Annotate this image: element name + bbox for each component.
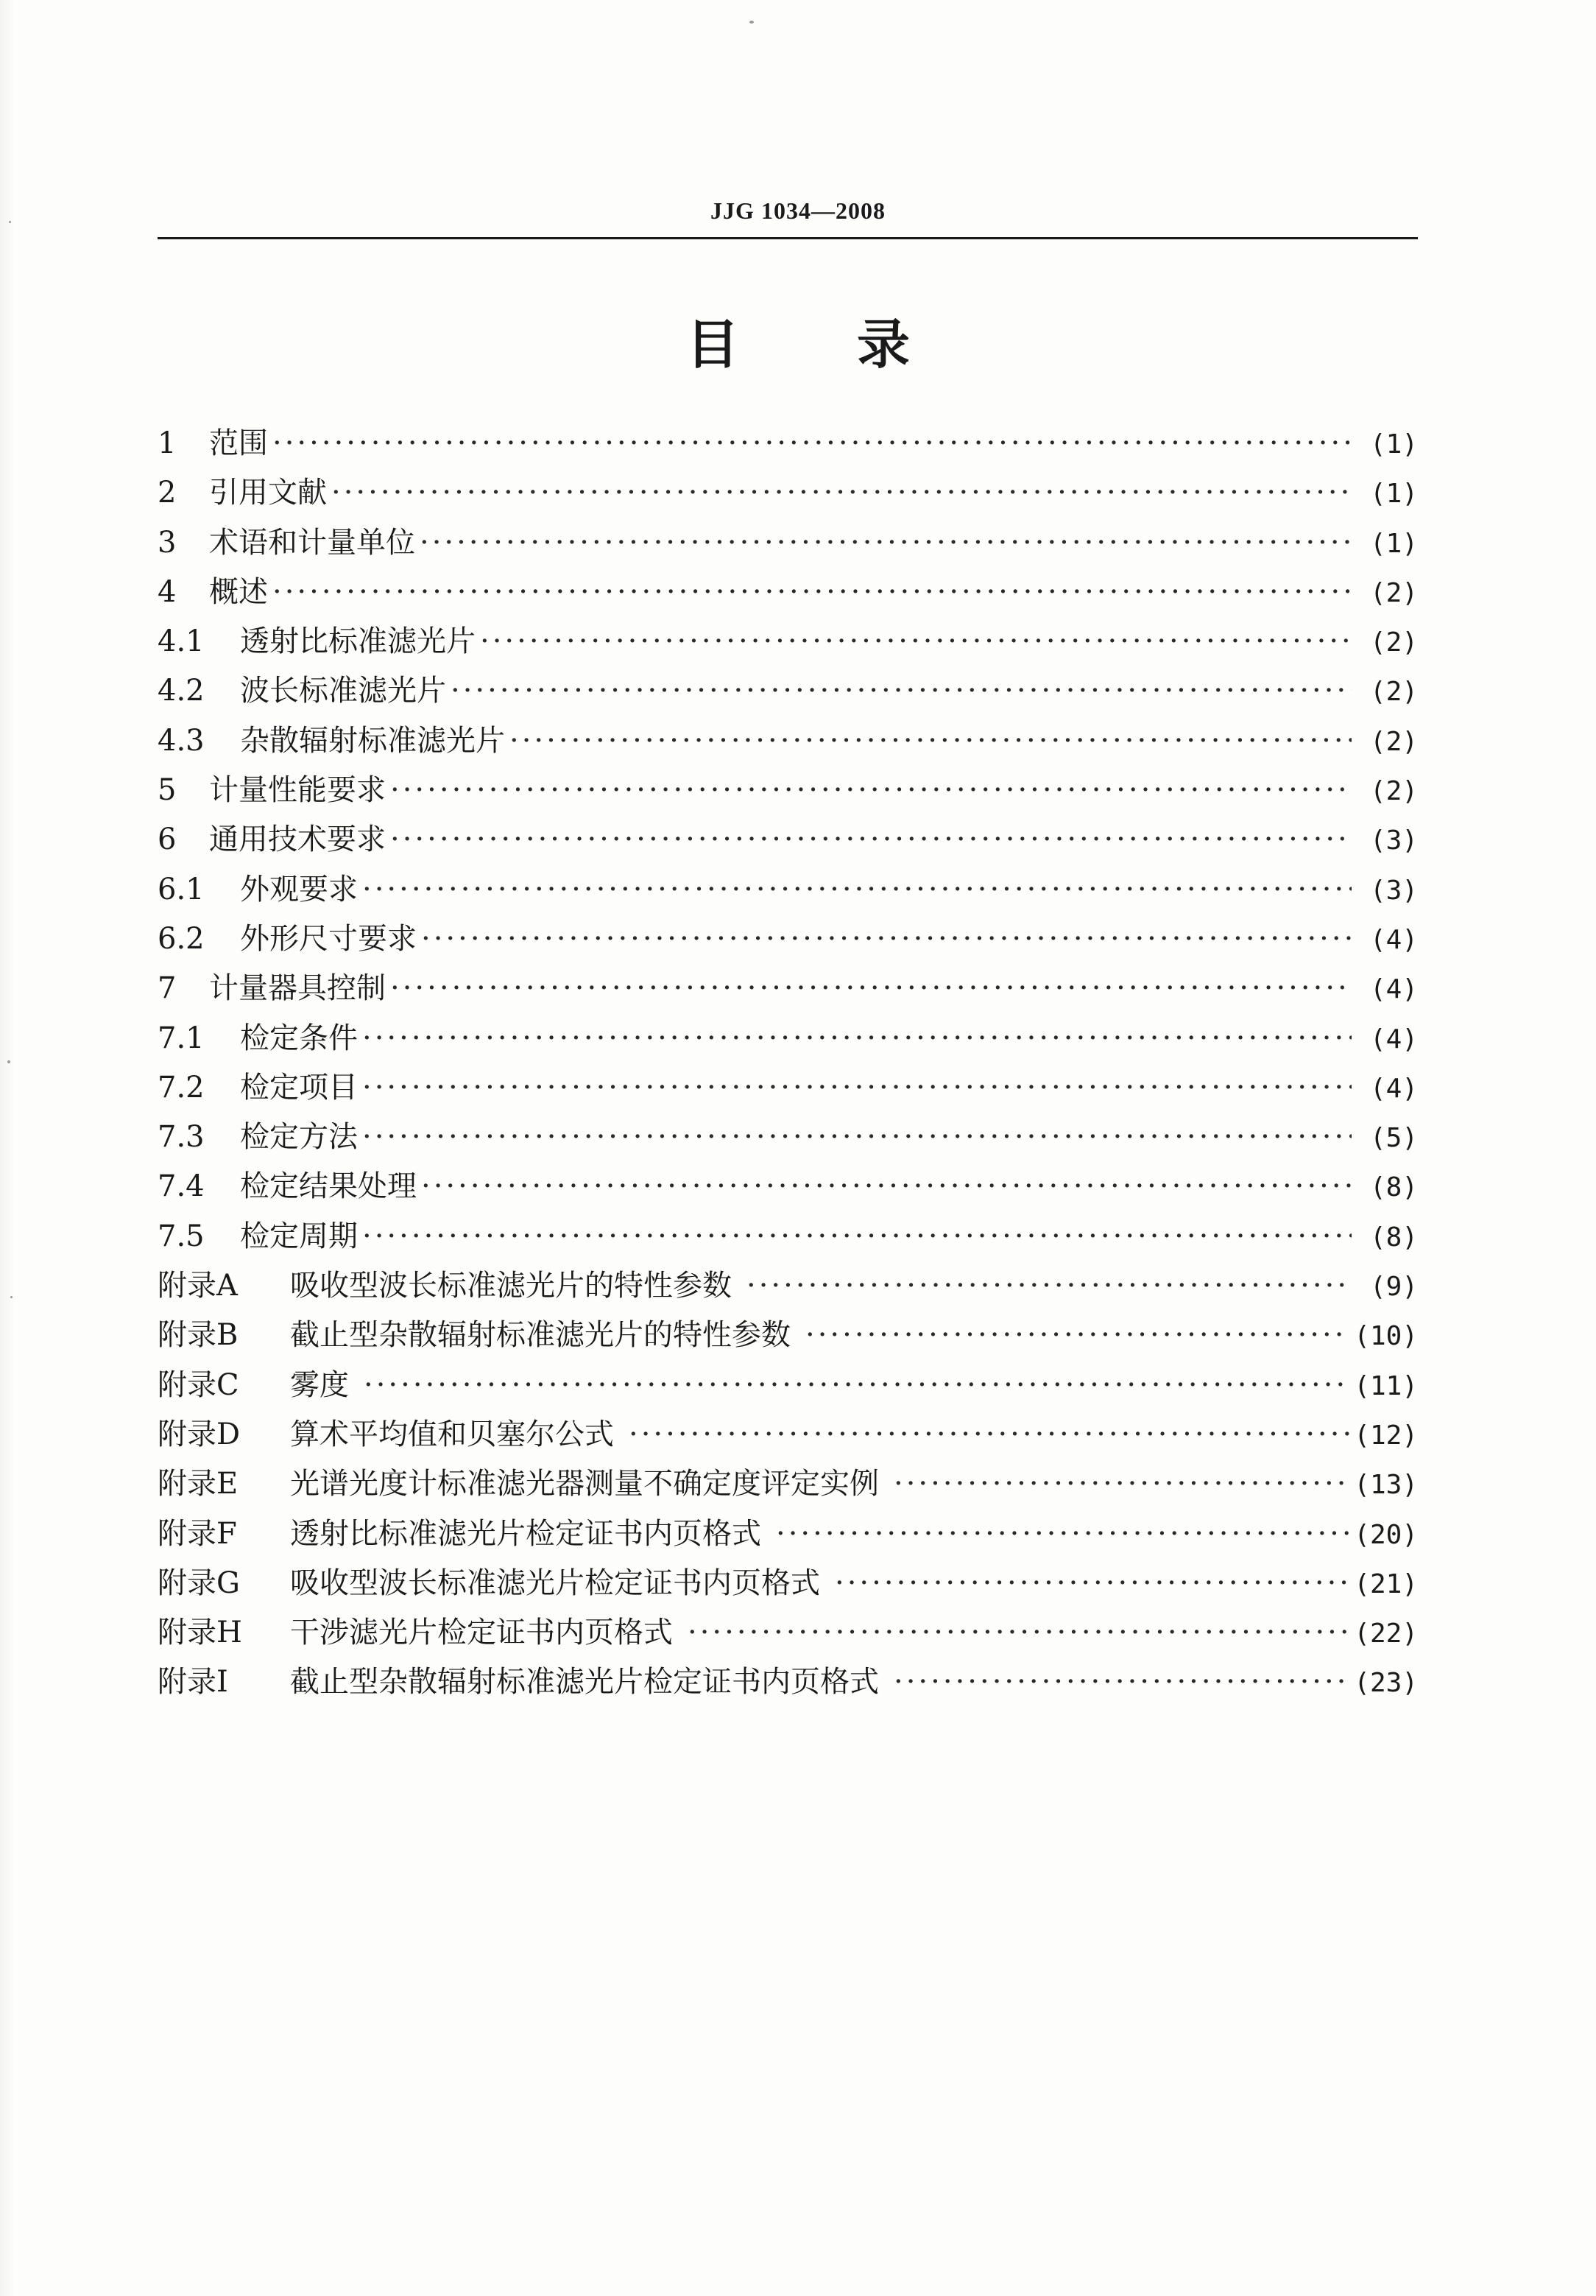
toc-entry-title: 检定项目 xyxy=(240,1070,358,1105)
toc-entry-page: (1) xyxy=(1369,479,1418,510)
toc-entry-title: 术语和计量单位 xyxy=(209,525,415,560)
toc-entry-number: 附录A xyxy=(158,1269,238,1303)
toc-leader-dots xyxy=(390,971,1352,1005)
toc-entry-page: (3) xyxy=(1369,875,1418,906)
toc-entry-title: 引用文献 xyxy=(209,476,327,510)
toc-entry-page: (8) xyxy=(1369,1222,1418,1253)
toc-entry[interactable] xyxy=(158,915,1418,965)
toc-entry-title: 截止型杂散辐射标准滤光片的特性参数 xyxy=(290,1318,791,1353)
toc-entry-title: 算术平均值和贝塞尔公式 xyxy=(290,1417,614,1451)
toc-leader-dots xyxy=(362,1021,1352,1055)
toc-entry[interactable] xyxy=(158,1510,1418,1560)
scan-speck xyxy=(749,21,754,24)
toc-leader-dots xyxy=(272,426,1352,460)
toc-entry-number: 附录G xyxy=(158,1566,240,1600)
toc-entry-number: 7.4 xyxy=(158,1169,205,1204)
toc-entry[interactable] xyxy=(158,1015,1418,1064)
scan-speck xyxy=(10,1296,13,1298)
toc-entry-page: (4) xyxy=(1369,1024,1418,1054)
toc-entry[interactable] xyxy=(158,1560,1418,1609)
toc-leader-dots xyxy=(835,1566,1349,1600)
toc-entry-page: (23) xyxy=(1354,1668,1418,1699)
toc-entry-number: 4.2 xyxy=(158,674,205,708)
toc-leader-dots xyxy=(894,1467,1349,1501)
toc-entry[interactable] xyxy=(158,816,1418,865)
toc-entry-number: 附录E xyxy=(158,1467,239,1501)
toc-entry-title: 范围 xyxy=(209,426,268,460)
toc-leader-dots xyxy=(688,1616,1349,1649)
toc-leader-dots xyxy=(362,1219,1352,1253)
toc-entry-page: (13) xyxy=(1354,1470,1418,1501)
toc-entry[interactable] xyxy=(158,717,1418,767)
toc-entry-page: (10) xyxy=(1354,1321,1418,1352)
toc-entry-title: 外形尺寸要求 xyxy=(240,921,417,956)
toc-entry-title: 外观要求 xyxy=(240,872,358,906)
toc-leader-dots xyxy=(362,1120,1352,1154)
toc-entry-page: (5) xyxy=(1369,1123,1418,1154)
toc-entry-title: 检定周期 xyxy=(240,1219,358,1253)
toc-leader-dots xyxy=(364,1368,1349,1402)
toc-entry-title: 截止型杂散辐射标准滤光片检定证书内页格式 xyxy=(290,1665,879,1700)
toc-entry[interactable] xyxy=(158,767,1418,816)
toc-entry[interactable] xyxy=(158,568,1418,618)
toc-entry-page: (2) xyxy=(1369,627,1418,658)
toc-entry[interactable] xyxy=(158,1411,1418,1460)
toc-entry[interactable] xyxy=(158,420,1418,469)
toc-entry-page: (2) xyxy=(1369,677,1418,708)
toc-entry[interactable] xyxy=(158,1262,1418,1311)
toc-entry-number: 7.2 xyxy=(158,1070,205,1105)
toc-entry-number: 附录I xyxy=(158,1665,228,1700)
toc-entry-title: 吸收型波长标准滤光片检定证书内页格式 xyxy=(290,1566,820,1600)
toc-entry-page: (12) xyxy=(1354,1420,1418,1451)
toc-entry[interactable] xyxy=(158,667,1418,716)
toc-entry-title: 检定条件 xyxy=(240,1021,358,1055)
toc-entry[interactable] xyxy=(158,1213,1418,1262)
toc-entry[interactable] xyxy=(158,1658,1418,1708)
toc-entry-page: (22) xyxy=(1354,1619,1418,1649)
toc-entry-title: 杂散辐射标准滤光片 xyxy=(240,723,505,758)
toc-entry-page: (1) xyxy=(1369,429,1418,459)
toc-entry-page: (4) xyxy=(1369,974,1418,1005)
toc-entry-number: 6.2 xyxy=(158,921,205,956)
toc-entry-page: (11) xyxy=(1354,1370,1418,1401)
toc-leader-dots xyxy=(746,1269,1352,1303)
toc-entry-page: (4) xyxy=(1369,924,1418,955)
toc-entry-number: 6.1 xyxy=(158,872,205,906)
toc-leader-dots xyxy=(480,624,1352,658)
document-code: JJG 1034—2008 xyxy=(710,197,886,224)
toc-entry-page: (8) xyxy=(1369,1172,1418,1203)
toc-entry-title: 干涉滤光片检定证书内页格式 xyxy=(290,1616,673,1650)
toc-entry-number: 4.3 xyxy=(158,723,205,758)
toc-entry-title: 计量性能要求 xyxy=(209,773,386,808)
toc-entry-number: 2 xyxy=(158,476,177,510)
toc-entry-title: 波长标准滤光片 xyxy=(240,674,446,708)
toc-leader-dots xyxy=(509,724,1352,758)
toc-entry-page: (2) xyxy=(1369,726,1418,757)
toc-entry-page: (2) xyxy=(1369,776,1418,807)
toc-entry-number: 4.1 xyxy=(158,624,205,659)
toc-entry-number: 附录C xyxy=(158,1367,239,1402)
toc-entry-number: 6 xyxy=(158,823,177,857)
toc-leader-dots xyxy=(272,575,1352,609)
toc-leader-dots xyxy=(362,1071,1352,1105)
toc-entry-title: 雾度 xyxy=(290,1367,349,1402)
toc-leader-dots xyxy=(629,1418,1349,1451)
toc-entry-title: 检定方法 xyxy=(240,1120,358,1155)
toc-entry-page: (2) xyxy=(1369,577,1418,608)
toc-entry-page: (4) xyxy=(1369,1073,1418,1104)
toc-leader-dots xyxy=(451,674,1352,708)
toc-entry-page: (9) xyxy=(1369,1272,1418,1303)
toc-entry-number: 7 xyxy=(158,971,177,1006)
toc-leader-dots xyxy=(390,773,1352,807)
toc-entry-page: (21) xyxy=(1354,1568,1418,1599)
toc-leader-dots xyxy=(362,873,1352,906)
toc-entry-title: 通用技术要求 xyxy=(209,823,386,857)
toc-entry[interactable] xyxy=(158,1311,1418,1361)
toc-entry-title: 概述 xyxy=(209,574,268,609)
toc-entry[interactable] xyxy=(158,469,1418,518)
toc-entry[interactable] xyxy=(158,1113,1418,1163)
toc-entry-number: 7.3 xyxy=(158,1120,205,1155)
toc-entry-title: 吸收型波长标准滤光片的特性参数 xyxy=(290,1269,732,1303)
toc-entry-title: 检定结果处理 xyxy=(240,1169,417,1204)
toc-entry-page: (3) xyxy=(1369,825,1418,856)
toc-entry[interactable] xyxy=(158,866,1418,915)
toc-entry-number: 7.1 xyxy=(158,1021,205,1055)
toc-leader-dots xyxy=(390,823,1352,856)
toc-entry-number: 4 xyxy=(158,574,177,609)
toc-entry[interactable] xyxy=(158,618,1418,667)
toc-entry-number: 附录D xyxy=(158,1417,241,1451)
toc-entry-title: 计量器具控制 xyxy=(209,971,386,1006)
toc-entry[interactable] xyxy=(158,1362,1418,1411)
toc-entry-page: (20) xyxy=(1354,1519,1418,1550)
toc-entry[interactable] xyxy=(158,1064,1418,1113)
toc-entry[interactable] xyxy=(158,519,1418,568)
toc-entry-number: 附录B xyxy=(158,1318,239,1353)
toc-entry-number: 附录H xyxy=(158,1616,242,1650)
toc-leader-dots xyxy=(420,526,1352,560)
toc-entry-number: 3 xyxy=(158,525,177,560)
toc-title: 目录 xyxy=(685,314,1028,376)
toc-entry-title: 光谱光度计标准滤光器测量不确定度评定实例 xyxy=(290,1467,879,1501)
scan-speck xyxy=(7,1060,10,1063)
toc-entry-number: 1 xyxy=(158,426,177,460)
toc-leader-dots xyxy=(331,476,1352,510)
toc-entry[interactable] xyxy=(158,1609,1418,1658)
toc-entry[interactable] xyxy=(158,1163,1418,1212)
header-rule xyxy=(158,237,1418,239)
toc-leader-dots xyxy=(805,1318,1349,1352)
toc-entry-number: 附录F xyxy=(158,1516,237,1551)
toc-entry-number: 5 xyxy=(158,773,177,808)
toc-leader-dots xyxy=(776,1517,1349,1551)
toc-leader-dots xyxy=(421,922,1352,956)
table-of-contents xyxy=(158,420,1418,1708)
toc-entry[interactable] xyxy=(158,965,1418,1014)
toc-entry-number: 7.5 xyxy=(158,1219,205,1253)
toc-leader-dots xyxy=(894,1665,1349,1699)
toc-entry-title: 透射比标准滤光片 xyxy=(240,624,476,659)
toc-entry-title: 透射比标准滤光片检定证书内页格式 xyxy=(290,1516,761,1551)
toc-entry[interactable] xyxy=(158,1460,1418,1510)
toc-entry-page: (1) xyxy=(1369,528,1418,559)
toc-leader-dots xyxy=(421,1169,1352,1203)
